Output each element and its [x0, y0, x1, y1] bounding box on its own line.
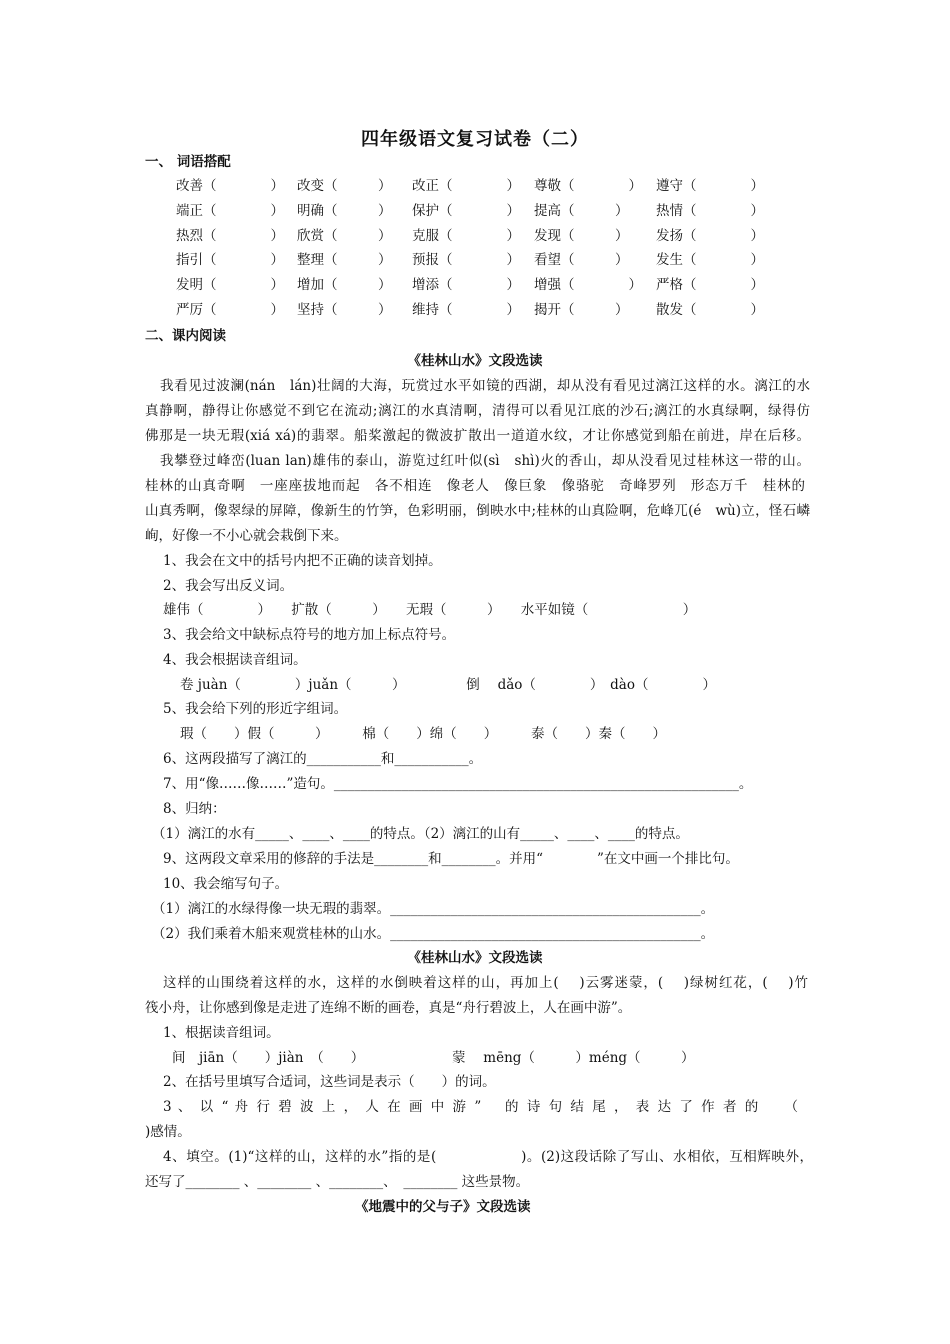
vocab-item: 发现（ ） [534, 227, 629, 244]
vocab-item: 热情（ ） [656, 202, 764, 219]
vocab-item: 端正（ ） [176, 202, 284, 219]
vocab-item: 发生（ ） [656, 252, 764, 269]
question-answer: 瑕（ ）假（ ） 棉（ ）绵（ ） 泰（ ）秦（ ） [180, 726, 666, 742]
section1-heading: 一、 词语搭配 [145, 154, 231, 170]
section2-heading: 二、课内阅读 [145, 328, 226, 344]
passage1-line: 佛那是一块无瑕(xiá xá)的翡翠。船桨激起的微波扩散出一道道水纹，才让你感觉到船在前进，岸在后移。 [145, 428, 810, 444]
passage1-line: 桂林的山真奇啊 一座座拔地而起 各不相连 像老人 像巨象 像骆驼 奇峰罗列 形态万千 桂林的 [145, 478, 805, 494]
vocab-item: 明确（ ） [297, 202, 392, 219]
vocab-item: 提高（ ） [534, 202, 629, 219]
question-answer: 还写了________ 、________ 、________、 ________ 这些景物。 [145, 1174, 530, 1190]
question-answer: （1）漓江的水有_____、____、____的特点。（2）漓江的山有_____、____、____的特点。 [152, 826, 689, 842]
question: 7、用“像……像……”造句。____________________________________________________________。 [163, 776, 753, 792]
question: 1、根据读音组词。 [163, 1025, 280, 1041]
question: 3 、 以 “ 舟 行 碧 波 上 ， 人 在 画 中 游 ” 的 诗 句 结 尾 ， 表 达 了 作 者 的 （ [163, 1099, 798, 1115]
question-answer: 雄伟（ ） 扩散（ ） 无瑕（ ） 水平如镜（ ） [163, 602, 697, 618]
vocab-item: 严格（ ） [656, 277, 764, 294]
vocab-item: 坚持（ ） [297, 301, 392, 318]
question: 4、填空。(1)“这样的山，这样的水”指的是( )。(2)这段话除了写山、水相依，互相辉映外， [163, 1149, 813, 1165]
question: 1、我会在文中的括号内把不正确的读音划掉。 [163, 553, 442, 569]
passage1-line: 我看见过波澜(nán lán)壮阔的大海，玩赏过水平如镜的西湖，却从没有看见过漓江这样的水。漓江的水 [160, 378, 810, 394]
vocab-item: 发扬（ ） [656, 227, 764, 244]
question: 2、在括号里填写合适词，这些词是表示（ ）的词。 [163, 1074, 496, 1090]
question: 8、归纳： [163, 801, 226, 817]
question: 5、我会给下列的形近字组词。 [163, 701, 348, 717]
vocab-item: 维持（ ） [412, 301, 520, 318]
question: 10、我会缩写句子。 [163, 876, 289, 892]
vocab-item: 指引（ ） [176, 252, 284, 269]
vocab-item: 改善（ ） [176, 178, 284, 194]
vocab-item: 散发（ ） [656, 301, 764, 318]
question-answer: 卷 juàn（ ）juǎn（ ） 倒 dǎo（ ） dào（ ） [180, 677, 716, 693]
passage2-title: 《桂林山水》文段选读 [407, 950, 543, 966]
question-answer: （1）漓江的水绿得像一块无瑕的翡翠。______________________________________________。 [152, 901, 715, 917]
question: 9、这两段文章采用的修辞的手法是________和________。并用“ ”在文中画一个排比句。 [163, 851, 739, 867]
page-title: 四年级语文复习试卷（二） [361, 129, 589, 150]
vocab-item: 热烈（ ） [176, 227, 284, 244]
passage2-line: 这样的山围绕着这样的水，这样的水倒映着这样的山，再加上( )云雾迷蒙，( )绿树红花，( )竹 [163, 975, 808, 991]
vocab-item: 看望（ ） [534, 252, 629, 269]
passage1-line: 我攀登过峰峦(luan lan)雄伟的泰山，游览过红叶似(sì shì)火的香山，却从没看见过桂林这一带的山。 [160, 453, 810, 469]
question: 6、这两段描写了漓江的___________和___________。 [163, 751, 483, 767]
vocab-item: 增加（ ） [297, 277, 392, 294]
vocab-item: 遵守（ ） [656, 178, 764, 194]
question: 2、我会写出反义词。 [163, 578, 294, 594]
vocab-item: 发明（ ） [176, 277, 284, 294]
passage1-title: 《桂林山水》文段选读 [407, 353, 543, 369]
passage1-line: 峋，好像一不小心就会栽倒下来。 [145, 528, 348, 544]
vocab-item: 改变（ ） [297, 178, 392, 194]
passage1-line: 山真秀啊，像翠绿的屏障，像新生的竹笋，色彩明丽，倒映水中;桂林的山真险啊，危峰兀(é wù)立，怪石嶙 [145, 503, 810, 519]
vocab-item: 尊敬（ ） [534, 178, 642, 194]
question: 4、我会根据读音组词。 [163, 652, 307, 668]
question-answer: 间 jiān（ ）jiàn （ ） 蒙 mēng（ ）méng（ ） [172, 1050, 695, 1066]
passage1-line: 真静啊，静得让你感觉不到它在流动;漓江的水真清啊，清得可以看见江底的沙石;漓江的水真绿啊，绿得仿 [145, 403, 810, 419]
vocab-item: 增添（ ） [412, 277, 520, 294]
vocab-item: 严厉（ ） [176, 301, 284, 318]
passage3-title: 《地震中的父与子》文段选读 [355, 1199, 531, 1215]
vocab-item: 克服（ ） [412, 227, 520, 244]
question: )感情。 [145, 1124, 191, 1140]
vocab-item: 保护（ ） [412, 202, 520, 219]
passage2-line: 筏小舟，让你感到像是走进了连绵不断的画卷，真是“舟行碧波上，人在画中游”。 [145, 1000, 632, 1016]
question-answer: （2）我们乘着木船来观赏桂林的山水。______________________________________________。 [152, 926, 715, 942]
vocab-item: 整理（ ） [297, 252, 392, 269]
vocab-item: 揭开（ ） [534, 301, 629, 318]
vocab-item: 改正（ ） [412, 178, 520, 194]
vocab-item: 欣赏（ ） [297, 227, 392, 244]
question: 3、我会给文中缺标点符号的地方加上标点符号。 [163, 627, 456, 643]
vocab-item: 增强（ ） [534, 277, 642, 294]
vocab-item: 预报（ ） [412, 252, 520, 269]
